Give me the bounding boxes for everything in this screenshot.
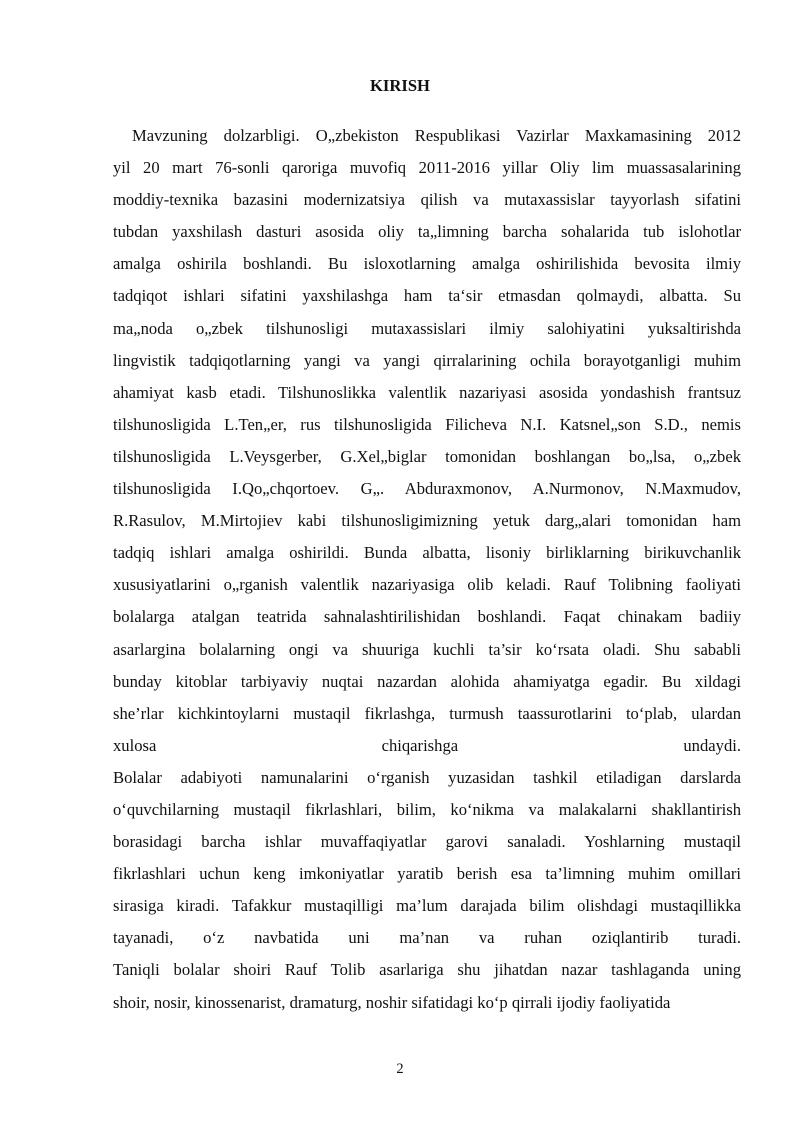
text-line: yil 20 mart 76-sonli qaroriga muvofiq 2011-2016 yillar Oliy lim muassasalarining — [113, 158, 741, 178]
text-line: tadqiq ishlari amalga oshirildi. Bunda albatta, lisoniy birliklarning birikuvchanlik — [113, 543, 741, 563]
text-line: Taniqli bolalar shoiri Rauf Tolib asarlariga shu jihatdan nazar tashlaganda uning — [113, 960, 741, 980]
page-number: 2 — [396, 1061, 404, 1077]
text-line: lingvistik tadqiqotlarning yangi va yangi qirralarining ochila borayotganligi muhim — [113, 350, 741, 370]
text-line: sirasiga kiradi. Tafakkur mustaqilligi ma’lum darajada bilim olishdagi mustaqillikka — [113, 896, 741, 916]
text-line: ahamiyat kasb etadi. Tilshunoslikka valentlik nazariyasi asosida yondashish frantsuz — [113, 382, 741, 402]
text-line: asarlargina bolalarning ongi va shuuriga kuchli ta’sir ko‘rsata oladi. Shu sababli — [113, 639, 741, 659]
document-body — [113, 120, 741, 1019]
text-line: amalga oshirila boshlandi. Bu isloxotlarning amalga oshirilishida bevosita ilmiy — [113, 254, 741, 274]
text-line: Bolalar adabiyoti namunalarini o‘rganish yuzasidan tashkil etiladigan darslarda — [113, 767, 741, 787]
text-line: bunday kitoblar tarbiyaviy nuqtai nazardan alohida ahamiyatga egadir. Bu xildagi — [113, 671, 741, 691]
text-line: ma„noda o„zbek tilshunosligi mutaxassislari ilmiy salohiyatini yuksaltirishda — [113, 318, 741, 338]
page-title: KIRISH — [370, 76, 430, 95]
text-line: xulosa chiqarishga undaydi. — [113, 735, 741, 755]
text-line: she’rlar kichkintoylarni mustaqil fikrlashga, turmush taassurotlarini to‘plab, ulardan — [113, 703, 741, 723]
text-line: tayanadi, o‘z navbatida uni ma’nan va ruhan oziqlantirib turadi. — [113, 928, 741, 948]
text-line: tilshunosligida L.Veysgerber, G.Xel„biglar tomonidan boshlangan bo„lsa, o„zbek — [113, 446, 741, 466]
text-line: tubdan yaxshilash dasturi asosida oliy ta„limning barcha sohalarida tub islohotlar — [113, 222, 741, 242]
text-line: tilshunosligida I.Qo„chqortoev. G„. Abduraxmonov, A.Nurmonov, N.Maxmudov, — [113, 479, 741, 499]
text-line: moddiy-texnika bazasini modernizatsiya qilish va mutaxassislar tayyorlash sifatini — [113, 190, 741, 210]
text-line: xususiyatlarini o„rganish valentlik nazariyasiga olib keladi. Rauf Tolibning faoliyati — [113, 575, 741, 595]
text-line: o‘quvchilarning mustaqil fikrlashlari, bilim, ko‘nikma va malakalarni shakllantirish — [113, 799, 741, 819]
text-line: Mavzuning dolzarbligi. O„zbekiston Respublikasi Vazirlar Maxkamasining 2012 — [132, 126, 741, 145]
text-line: fikrlashlari uchun keng imkoniyatlar yaratib berish esa ta’limning muhim omillari — [113, 864, 741, 884]
text-line: tilshunosligida L.Ten„er, rus tilshunosligida Filicheva N.I. Katsnel„son S.D., nemis — [113, 414, 741, 434]
text-line: borasidagi barcha ishlar muvaffaqiyatlar garovi sanaladi. Yoshlarning mustaqil — [113, 832, 741, 852]
text-line: tadqiqot ishlari sifatini yaxshilashga ham ta‘sir etmasdan qolmaydi, albatta. Su — [113, 286, 741, 306]
text-line: bolalarga atalgan teatrida sahnalashtirilishidan boshlandi. Faqat chinakam badiiy — [113, 607, 741, 627]
text-line: shoir, nosir, kinossenarist, dramaturg, noshir sifatidagi ko‘p qirrali ijodiy faoliyatida — [113, 992, 671, 1012]
text-line: R.Rasulov, M.Mirtojiev kabi tilshunosligimizning yetuk darg„alari tomonidan ham — [113, 511, 741, 531]
